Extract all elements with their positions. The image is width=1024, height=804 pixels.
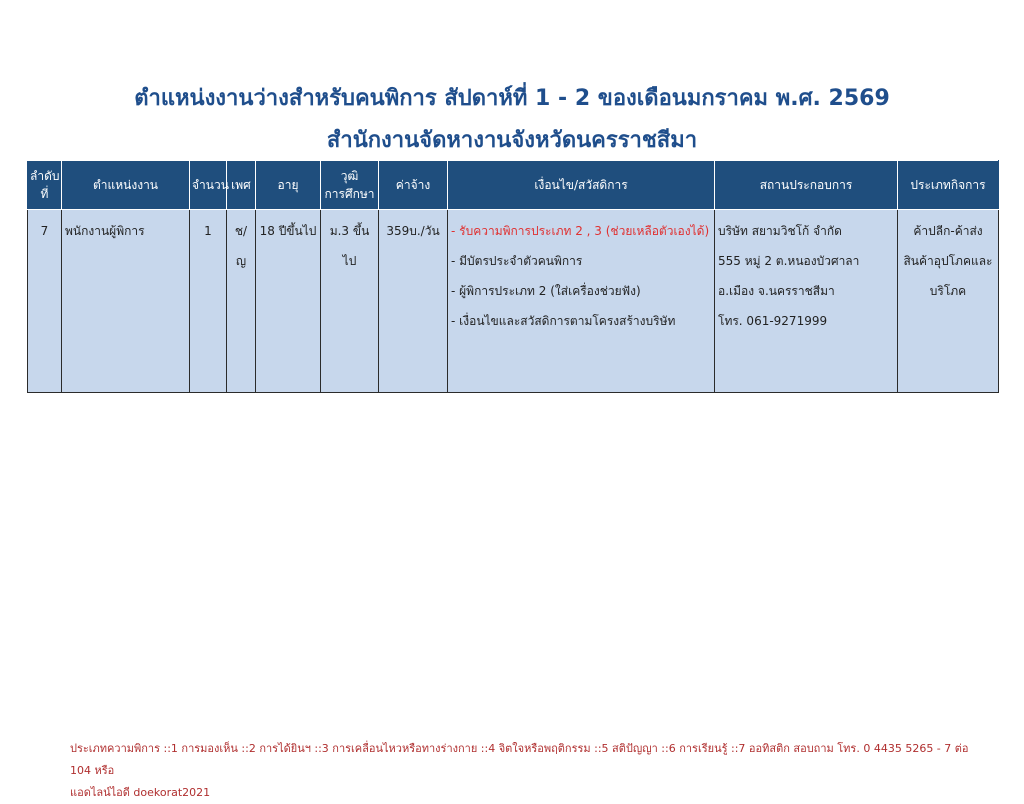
cell-position: พนักงานผู้พิการ	[62, 210, 190, 393]
header-education-line2: การศึกษา	[324, 187, 375, 201]
establishment-district: อ.เมือง จ.นครราชสีมา	[718, 284, 835, 298]
header-count: จำนวน	[190, 161, 227, 210]
header-sex: เพศ	[227, 161, 256, 210]
footer-note	[70, 738, 970, 804]
header-position: ตำแหน่งงาน	[62, 161, 190, 210]
cell-order: 7	[28, 210, 62, 393]
condition-item: - มีบัตรประจำตัวคนพิการ	[451, 254, 583, 268]
header-wage: ค่าจ้าง	[379, 161, 448, 210]
cell-conditions	[448, 210, 715, 393]
condition-item: - รับความพิการประเภท 2 , 3 (ช่วยเหลือตัวเองได้)	[451, 224, 710, 238]
header-business: ประเภทกิจการ	[898, 161, 999, 210]
cell-age: 18 ปีขึ้นไป	[256, 210, 321, 393]
condition-item: - เงื่อนไขและสวัสดิการตามโครงสร้างบริษัท	[451, 314, 676, 328]
establishment-address: 555 หมู่ 2 ต.หนองบัวศาลา	[718, 254, 860, 268]
business-line: สินค้าอุปโภคและ	[903, 254, 993, 268]
establishment-phone: โทร. 061-9271999	[718, 314, 828, 328]
header-education	[321, 161, 379, 210]
cell-establishment	[715, 210, 898, 393]
table-row	[28, 210, 999, 393]
condition-item: - ผู้พิการประเภท 2 (ใส่เครื่องช่วยฟัง)	[451, 284, 641, 298]
footer-line1: ประเภทความพิการ ::1 การมองเห็น ::2 การได้ยินฯ ::3 การเคลื่อนไหวหรือทางร่างกาย ::4 จิตใจหรือพฤติกรรม ::5 สติปัญญา ::6 การเรียนรู้ ::7 ออทิสติก สอบถาม โทร. 0 4435 5265 - 7 ต่อ 104 หรือ	[70, 742, 969, 777]
table-header-row	[28, 161, 999, 210]
header-order-line1: ลำดับ	[30, 169, 60, 183]
header-order	[28, 161, 62, 210]
header-education-line1: วุฒิ	[340, 169, 359, 183]
header-order-line2: ที่	[40, 187, 49, 201]
header-age: อายุ	[256, 161, 321, 210]
cell-count: 1	[190, 210, 227, 393]
business-line: บริโภค	[929, 284, 967, 298]
footer-line2: แอดไลน์ไอดี doekorat2021	[70, 786, 211, 799]
cell-sex: ช/ญ	[227, 210, 256, 393]
job-table	[27, 160, 999, 393]
cell-wage: 359บ./วัน	[379, 210, 448, 393]
page-subtitle: สำนักงานจัดหางานจังหวัดนครราชสีมา	[326, 128, 698, 153]
business-line: ค้าปลีก-ค้าส่ง	[913, 224, 983, 238]
cell-business	[898, 210, 999, 393]
header-conditions: เงื่อนไข/สวัสดิการ	[448, 161, 715, 210]
cell-education: ม.3 ขึ้นไป	[321, 210, 379, 393]
page-title: ตำแหน่งงานว่างสำหรับคนพิการ สัปดาห์ที่ 1 - 2 ของเดือนมกราคม พ.ศ. 2569	[134, 86, 890, 111]
establishment-name: บริษัท สยามวิชโก้ จำกัด	[718, 224, 842, 238]
header-establishment: สถานประกอบการ	[715, 161, 898, 210]
